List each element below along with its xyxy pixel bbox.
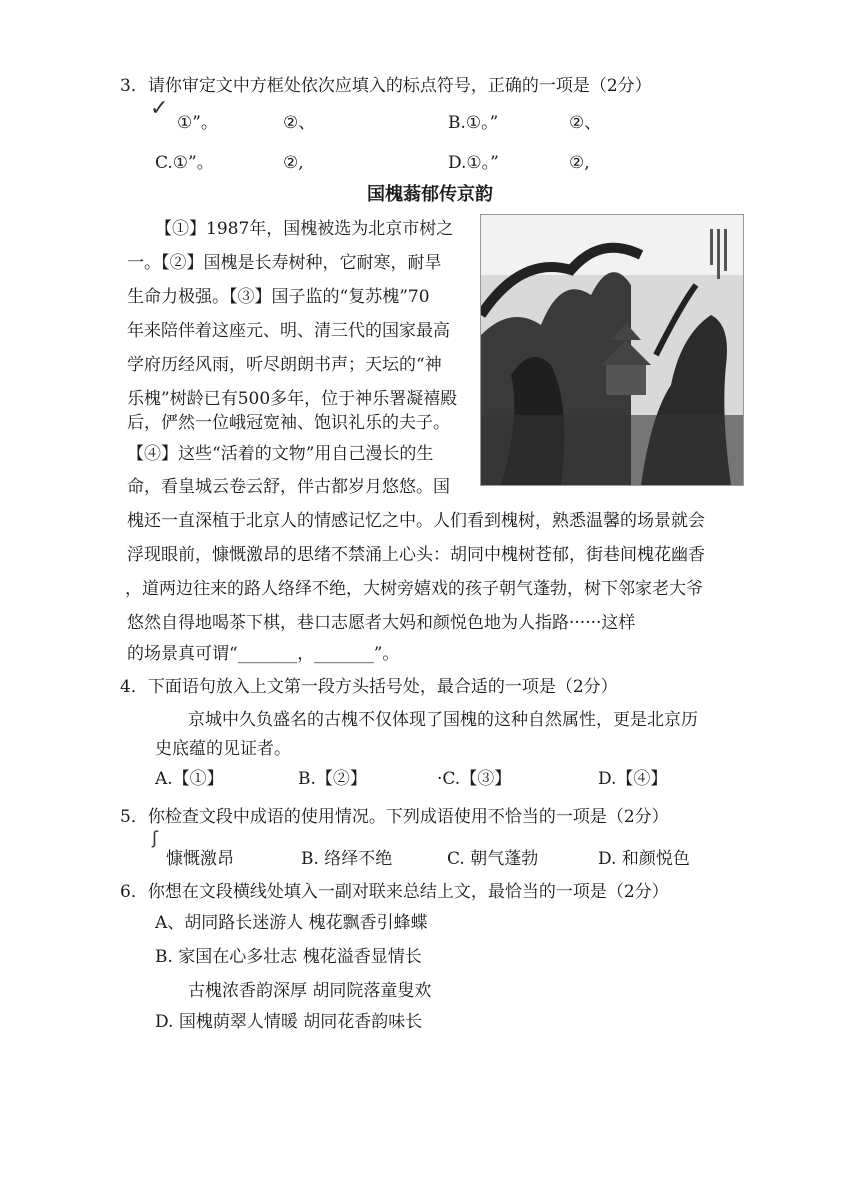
passage-line: 乐槐”树龄已有500多年，位于神乐署凝禧殿 [127,389,458,409]
passage-line: 生命力极强。【③】国子监的“复苏槐”70 [127,287,430,307]
q5-option-a: 慷慨激昂 [166,849,234,869]
q3-option-b-second: ②、 [569,113,602,133]
pagoda-tree-ink-painting [480,214,744,486]
passage-title: 国槐蓊郁传京韵 [367,184,493,205]
passage-line: 学府历经风雨，听尽朗朗书声；天坛的“神 [127,355,442,375]
passage-line: 槐还一直深植于北京人的情感记忆之中。人们看到槐树，熟悉温馨的场景就会 [127,511,705,531]
q4-option-b: B.【②】 [298,769,367,789]
q5-option-d: D. 和颜悦色 [598,849,690,869]
passage-line: 悠然自得地喝茶下棋，巷口志愿者大妈和颜悦色地为人指路······这样 [127,613,636,633]
q4-sentence: 史底蕴的见证者。 [155,739,291,759]
q4-option-a: A.【①】 [155,769,224,789]
passage-line: ，道两边往来的路人络绎不绝，大树旁嬉戏的孩子朝气蓬勃，树下邻家老大爷 [125,579,703,599]
passage-line: 命，看皇城云卷云舒，伴古都岁月悠悠。国 [127,477,450,497]
handwritten-tick-mark: ʃ [152,828,159,849]
q4-option-d: D.【④】 [598,769,668,789]
q6-option-b: B. 家国在心多壮志 槐花溢香显情长 [155,947,422,967]
q5-option-b: B. 络绎不绝 [301,849,393,869]
handwritten-check-mark: ✓ [150,96,169,121]
passage-line: 的场景真可谓“_______，_______”。 [127,644,400,664]
passage-line: 年来陪伴着这座元、明、清三代的国家最高 [127,321,450,341]
q6-stem: 6．你想在文段横线处填入一副对联来总结上文，最恰当的一项是（2分） [120,882,669,902]
passage-line: 一。【②】国槐是长寿树种，它耐寒，耐旱 [127,253,442,273]
passage-line: 后，俨然一位峨冠宽袖、饱识礼乐的夫子。 [127,413,450,433]
q5-option-c: C. 朝气蓬勃 [447,849,539,869]
q4-sentence: 京城中久负盛名的古槐不仅体现了国槐的这种自然属性，更是北京历 [188,710,698,730]
q3-option-a-second: ②、 [283,113,316,133]
q6-option-d: D. 国槐荫翠人情暖 胡同花香韵味长 [155,1012,423,1032]
q6-option-c: 古槐浓香韵深厚 胡同院落童叟欢 [188,981,432,1001]
q6-option-a: A、胡同路长迷游人 槐花飘香引蜂蝶 [155,913,428,933]
q3-option-d-second: ②, [569,153,590,173]
passage-line: 浮现眼前，慷慨激昂的思绪不禁涌上心头：胡同中槐树苍郁，街巷间槐花幽香 [127,545,705,565]
q5-stem: 5．你检查文段中成语的使用情况。下列成语使用不恰当的一项是（2分） [120,807,669,827]
q3-stem: 3．请你审定文中方框处依次应填入的标点符号，正确的一项是（2分） [120,76,652,96]
q3-option-c: C.①”。 [155,153,214,173]
q3-option-b: B.①。” [448,113,499,133]
q3-option-a: ①”。 [177,113,218,133]
q4-stem: 4．下面语句放入上文第一段方头括号处，最合适的一项是（2分） [120,677,618,697]
q4-option-c: ·C.【③】 [437,769,512,789]
passage-line: 【④】这些“活着的文物”用自己漫长的生 [127,444,434,464]
passage-line: 【①】1987年，国槐被选为北京市树之 [155,219,454,239]
q3-option-c-second: ②, [283,153,304,173]
q3-option-d: D.①。” [448,153,499,173]
